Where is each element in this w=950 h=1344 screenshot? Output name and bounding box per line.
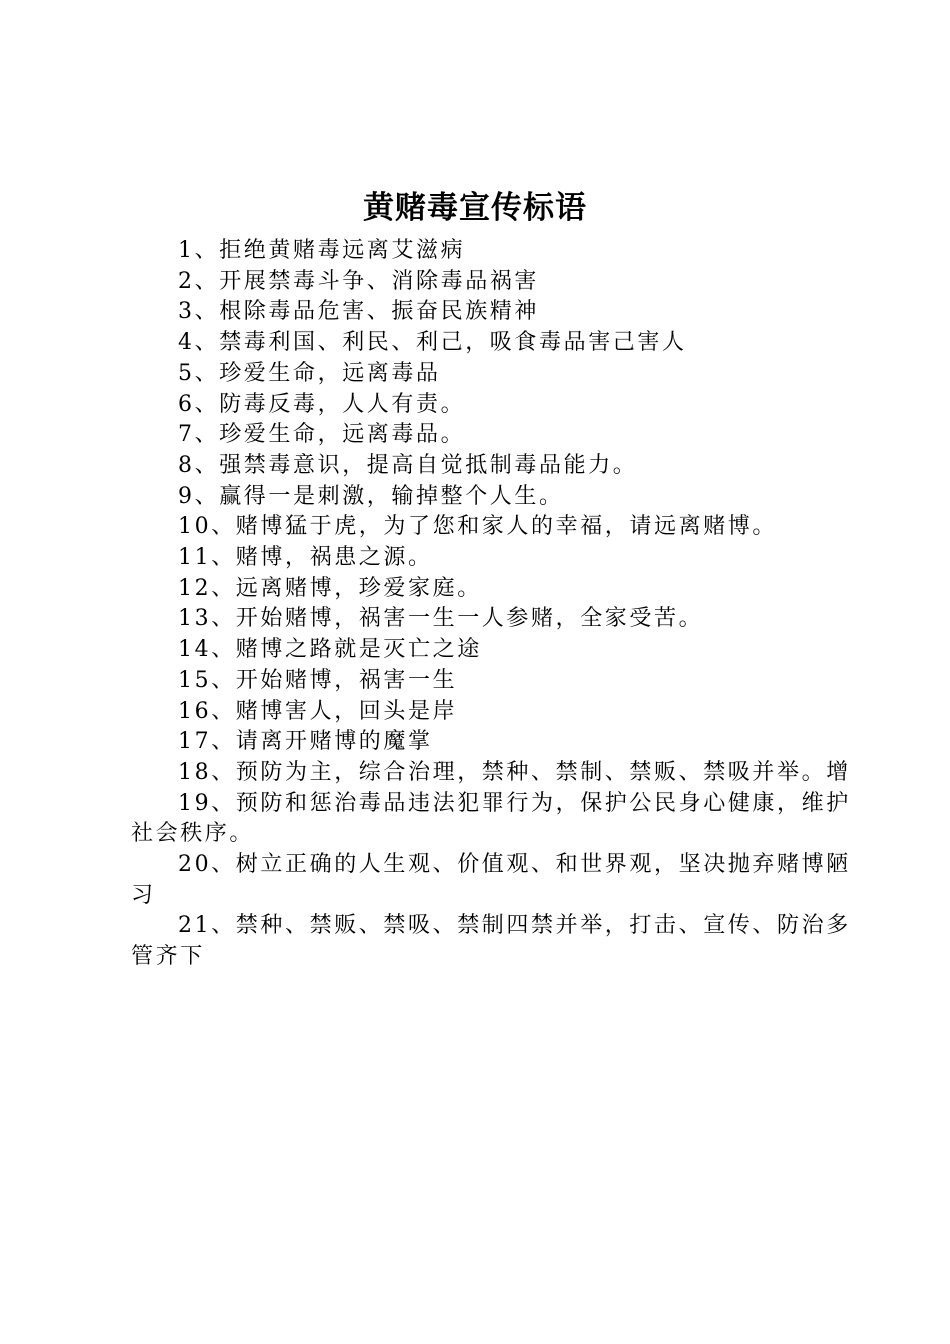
slogan-item: 13、开始赌博，祸害一生一人参赌，全家受苦。 <box>178 606 704 632</box>
slogan-item: 6、防毒反毒，人人有责。 <box>178 391 466 417</box>
slogan-item: 10、赌博猛于虎，为了您和家人的幸福，请远离赌博。 <box>178 514 777 540</box>
slogan-item: 7、珍爱生命，远离毒品。 <box>178 422 466 448</box>
slogan-item: 11、赌博，祸患之源。 <box>178 545 433 571</box>
slogan-item: 19、预防和惩治毒品违法犯罪行为，保护公民身心健康，维护社会秩序。 <box>131 790 851 847</box>
slogan-item: 4、禁毒利国、利民、利己，吸食毒品害己害人 <box>178 330 687 356</box>
slogan-item: 16、赌博害人，回头是岸 <box>178 698 458 724</box>
slogan-item: 20、树立正确的人生观、价值观、和世界观，坚决抛弃赌博陋习 <box>131 852 851 908</box>
slogan-item: 5、珍爱生命，远离毒品 <box>178 360 441 386</box>
slogan-list <box>131 236 851 973</box>
slogan-item: 2、开展禁毒斗争、消除毒品祸害 <box>178 268 539 294</box>
slogan-item: 18、预防为主，综合治理，禁种、禁制、禁贩、禁吸并举。增 <box>178 759 851 785</box>
slogan-item: 3、根除毒品危害、振奋民族精神 <box>178 299 539 325</box>
slogan-item: 1、拒绝黄赌毒远离艾滋病 <box>178 238 466 263</box>
slogan-item: 8、强禁毒意识，提高自觉抵制毒品能力。 <box>178 452 638 478</box>
slogan-item: 21、禁种、禁贩、禁吸、禁制四禁并举，打击、宣传、防治多管齐下 <box>131 913 851 970</box>
slogan-item: 15、开始赌博，祸害一生 <box>178 667 458 693</box>
slogan-item: 12、远离赌博，珍爱家庭。 <box>178 575 482 601</box>
slogan-item: 9、赢得一是刺激，输掉整个人生。 <box>178 483 564 509</box>
document-title: 黄赌毒宣传标语 <box>363 190 587 226</box>
slogan-item: 17、请离开赌博的魔掌 <box>178 729 433 755</box>
slogan-item: 14、赌博之路就是灭亡之途 <box>178 637 482 663</box>
